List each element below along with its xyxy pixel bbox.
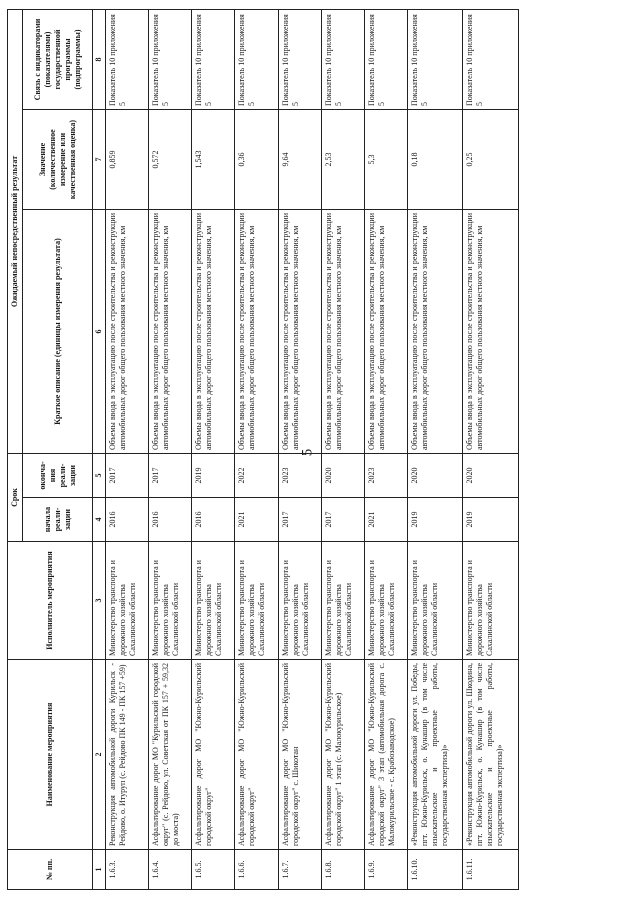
- row-number: 1.6.5.: [192, 850, 235, 890]
- row-number: 1.6.6.: [235, 850, 278, 890]
- row-number: 1.6.11.: [463, 850, 519, 890]
- end-year: 2020: [407, 454, 462, 498]
- column-number: 8: [93, 10, 106, 110]
- measure-name: Асфальтирование дорог МО "Южно-Курильский городской округ" 3 этап (автомобильная дорога с. Малокурильское - с. Крабозаводское): [364, 660, 407, 850]
- start-year: 2021: [364, 498, 407, 542]
- measures-table: [7, 9, 519, 890]
- measure-name: Реконструкция автомобильной дороги Курильск - Рейдово, о. Итуруп (с. Рейдово ПК 149 - ПК 157 +59): [106, 660, 149, 850]
- row-number: 1.6.3.: [106, 850, 149, 890]
- result-value: 2,53: [321, 110, 364, 210]
- executor: Министерство транспорта и дорожного хозяйства Сахалинской области: [106, 542, 149, 660]
- indicator-link: Показатель 10 приложения 5: [463, 10, 519, 110]
- table-row: [149, 10, 192, 890]
- header-description: Краткое описание (единицы измерения результата): [23, 210, 93, 454]
- indicator-link: Показатель 10 приложения 5: [149, 10, 192, 110]
- result-value: 1,543: [192, 110, 235, 210]
- header-term: Срок: [8, 454, 23, 542]
- measure-name: Асфальтирование дорог МО "Южно-Курильский городской округ" 1 этап (с. Малокурильское): [321, 660, 364, 850]
- result-description: Объемы ввода в эксплуатацию после строительства и реконструкции автомобильных дорог общего пользования местного значения, км: [364, 210, 407, 454]
- executor: Министерство транспорта и дорожного хозяйства Сахалинской области: [149, 542, 192, 660]
- row-number: 1.6.4.: [149, 850, 192, 890]
- result-description: Объемы ввода в эксплуатацию после строительства и реконструкции автомобильных дорог общего пользования местного значения, км: [192, 210, 235, 454]
- table-row: [106, 10, 149, 890]
- measure-name: Асфальтирование дорог МО "Южно-Курильский городской округ": [235, 660, 278, 850]
- indicator-link: Показатель 10 приложения 5: [364, 10, 407, 110]
- result-description: Объемы ввода в эксплуатацию после строительства и реконструкции автомобильных дорог общего пользования местного значения, км: [235, 210, 278, 454]
- header-value: Значение (количественное измерение или качественная оценка): [23, 110, 93, 210]
- column-number: 1: [93, 850, 106, 890]
- column-number: 3: [93, 542, 106, 660]
- measure-name: «Реконструкция автомобильной дороги ул. Победы, пгт. Южно-Курильск, о. Кунашир (в том числе изыскательские и проектные работы, государственная экспертиза)»: [407, 660, 462, 850]
- indicator-link: Показатель 10 приложения 5: [192, 10, 235, 110]
- measure-name: Асфальтирование дорог МО "Южно-Курильский городской округ": [192, 660, 235, 850]
- start-year: 2016: [106, 498, 149, 542]
- end-year: 2023: [278, 454, 321, 498]
- page-number: 5: [299, 448, 316, 457]
- measure-name: Асфальтирование дорог МО "Южно-Курильский городской округ" с. Шикотан: [278, 660, 321, 850]
- start-year: 2019: [407, 498, 462, 542]
- executor: Министерство транспорта и дорожного хозяйства Сахалинской области: [192, 542, 235, 660]
- start-year: 2019: [463, 498, 519, 542]
- start-year: 2017: [278, 498, 321, 542]
- indicator-link: Показатель 10 приложения 5: [278, 10, 321, 110]
- start-year: 2016: [192, 498, 235, 542]
- column-number: 2: [93, 660, 106, 850]
- executor: Министерство транспорта и дорожного хозяйства Сахалинской области: [235, 542, 278, 660]
- table-row: [463, 10, 519, 890]
- header-expected-result: Ожидаемый непосредственный результат: [8, 10, 23, 454]
- result-value: 9,64: [278, 110, 321, 210]
- end-year: 2020: [463, 454, 519, 498]
- header-name: Наименование мероприятия: [8, 660, 93, 850]
- table-row: [321, 10, 364, 890]
- indicator-link: Показатель 10 приложения 5: [321, 10, 364, 110]
- indicator-link: Показатель 10 приложения 5: [407, 10, 462, 110]
- end-year: 2017: [106, 454, 149, 498]
- result-description: Объемы ввода в эксплуатацию после строительства и реконструкции автомобильных дорог общего пользования местного значения, км: [407, 210, 462, 454]
- result-value: 0,36: [235, 110, 278, 210]
- column-number: 5: [93, 454, 106, 498]
- column-number: 7: [93, 110, 106, 210]
- result-value: 5,3: [364, 110, 407, 210]
- header-start: начала реали-зации: [23, 498, 93, 542]
- table-row: [278, 10, 321, 890]
- executor: Министерство транспорта и дорожного хозяйства Сахалинской области: [278, 542, 321, 660]
- header-num: № пп.: [8, 850, 93, 890]
- result-value: 0,572: [149, 110, 192, 210]
- result-description: Объемы ввода в эксплуатацию после строительства и реконструкции автомобильных дорог общего пользования местного значения, км: [106, 210, 149, 454]
- row-number: 1.6.8.: [321, 850, 364, 890]
- result-description: Объемы ввода в эксплуатацию после строительства и реконструкции автомобильных дорог общего пользования местного значения, км: [278, 210, 321, 454]
- table-row: [235, 10, 278, 890]
- header-link: Связь с индикаторами (показателями) государственной программы (подпрограммы): [23, 10, 93, 110]
- header-end: оконча-ния реали-зации: [23, 454, 93, 498]
- table-body: [106, 10, 519, 890]
- measure-name: «Реконструкция автомобильной дороги ул. Шкодина, пгт. Южно-Курильск, о. Кунашир (в том числе изыскательские и проектные работы, государственная экспертиза)»: [463, 660, 519, 850]
- start-year: 2016: [149, 498, 192, 542]
- executor: Министерство транспорта и дорожного хозяйства Сахалинской области: [364, 542, 407, 660]
- column-number: 6: [93, 210, 106, 454]
- end-year: 2019: [192, 454, 235, 498]
- executor: Министерство транспорта и дорожного хозяйства Сахалинской области: [407, 542, 462, 660]
- end-year: 2022: [235, 454, 278, 498]
- result-value: 0,18: [407, 110, 462, 210]
- row-number: 1.6.9.: [364, 850, 407, 890]
- table-row: [192, 10, 235, 890]
- executor: Министерство транспорта и дорожного хозяйства Сахалинской области: [463, 542, 519, 660]
- executor: Министерство транспорта и дорожного хозяйства Сахалинской области: [321, 542, 364, 660]
- end-year: 2020: [321, 454, 364, 498]
- indicator-link: Показатель 10 приложения 5: [235, 10, 278, 110]
- measure-name: Асфальтирование дорог МО "Курильский городской округ" (с. Рейдово, ул. Советская от ПК 157 + 59,32 до моста): [149, 660, 192, 850]
- end-year: 2017: [149, 454, 192, 498]
- result-value: 0,859: [106, 110, 149, 210]
- result-description: Объемы ввода в эксплуатацию после строительства и реконструкции автомобильных дорог общего пользования местного значения, км: [463, 210, 519, 454]
- start-year: 2021: [235, 498, 278, 542]
- result-description: Объемы ввода в эксплуатацию после строительства и реконструкции автомобильных дорог общего пользования местного значения, км: [149, 210, 192, 454]
- result-value: 0,25: [463, 110, 519, 210]
- table-row: [364, 10, 407, 890]
- header-executor: Исполнитель мероприятия: [8, 542, 93, 660]
- start-year: 2017: [321, 498, 364, 542]
- end-year: 2023: [364, 454, 407, 498]
- rotated-table-container: [7, 10, 519, 890]
- result-description: Объемы ввода в эксплуатацию после строительства и реконструкции автомобильных дорог общего пользования местного значения, км: [321, 210, 364, 454]
- column-number: 4: [93, 498, 106, 542]
- row-number: 1.6.10.: [407, 850, 462, 890]
- row-number: 1.6.7.: [278, 850, 321, 890]
- indicator-link: Показатель 10 приложения 5: [106, 10, 149, 110]
- table-row: [407, 10, 462, 890]
